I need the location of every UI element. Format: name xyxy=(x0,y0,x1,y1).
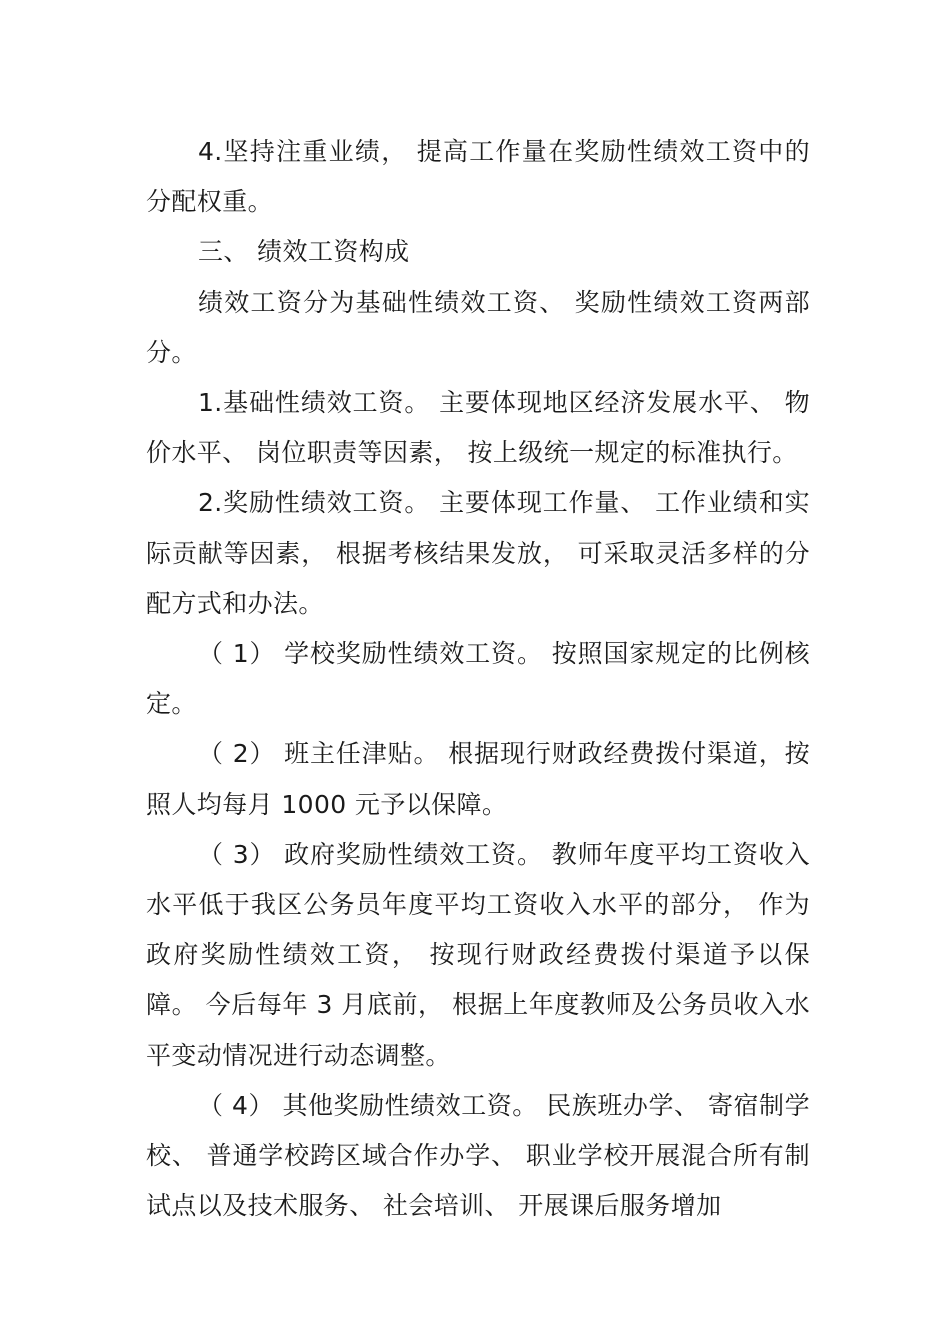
paragraph-incentive-pay: 2.奖励性绩效工资。 主要体现工作量、 工作业绩和实际贡献等因素， 根据考核结果发放， 可采取灵活多样的分配方式和办法。 xyxy=(146,488,810,618)
paragraph-item-2: （ 2） 班主任津贴。 根据现行财政经费拨付渠道，按照人均每月 1000 元予以保障。 xyxy=(146,739,810,819)
paragraph-principle-4: 4.坚持注重业绩， 提高工作量在奖励性绩效工资中的分配权重。 xyxy=(146,137,810,217)
paragraph-composition: 绩效工资分为基础性绩效工资、 奖励性绩效工资两部分。 xyxy=(146,287,810,367)
paragraph-basic-pay: 1.基础性绩效工资。 主要体现地区经济发展水平、 物价水平、 岗位职责等因素， 按上级统一规定的标准执行。 xyxy=(146,388,810,468)
paragraph-item-3: （ 3） 政府奖励性绩效工资。 教师年度平均工资收入水平低于我区公务员年度平均工资收入水平的部分， 作为政府奖励性绩效工资， 按现行财政经费拨付渠道予以保障。 今后每年 3 月底前， 根据上年度教师及公务员收入水平变动情况进行动态调整。 xyxy=(146,839,810,1070)
paragraph-item-1: （ 1） 学校奖励性绩效工资。 按照国家规定的比例核定。 xyxy=(146,639,810,719)
document-body xyxy=(146,127,810,1231)
paragraph-item-4: （ 4） 其他奖励性绩效工资。 民族班办学、 寄宿制学校、 普通学校跨区域合作办学、 职业学校开展混合所有制试点以及技术服务、 社会培训、 开展课后服务增加 xyxy=(146,1090,810,1221)
section-heading-3: 三、 绩效工资构成 xyxy=(198,237,410,267)
